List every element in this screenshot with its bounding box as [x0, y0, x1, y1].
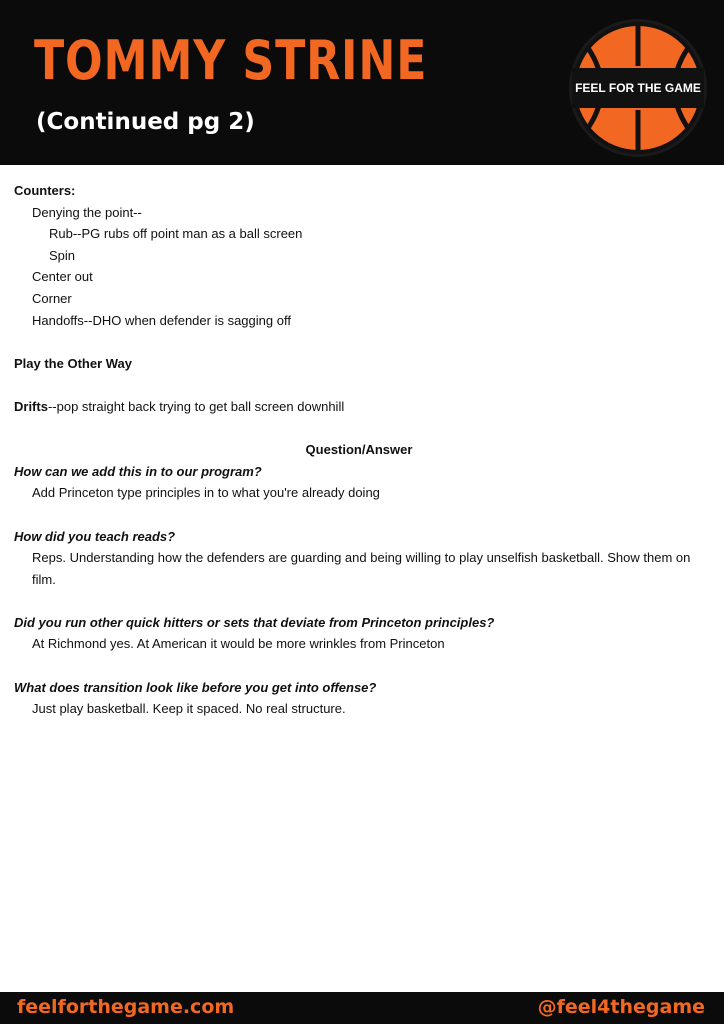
note-denying: Denying the point-- [32, 204, 142, 220]
qa-question: What does transition look like before you get into offense? [14, 679, 377, 695]
social-handle-link[interactable]: @feel4thegame [537, 996, 705, 1018]
header-banner [0, 0, 724, 165]
counters-heading: Counters: [14, 183, 76, 198]
note-corner: Corner [32, 290, 72, 306]
qa-answer: At Richmond yes. At American it would be more wrinkles from Princeton [32, 636, 445, 652]
qa-question: Did you run other quick hitters or sets that deviate from Princeton principles? [14, 614, 495, 630]
play-other-way-heading: Play the Other Way [14, 355, 132, 371]
qa-answer: Just play basketball. Keep it spaced. No real structure. [32, 701, 346, 717]
qa-answer: Add Princeton type principles in to what you're already doing [32, 485, 380, 501]
note-center-out: Center out [32, 269, 93, 285]
qa-heading: Question/Answer [305, 442, 413, 458]
qa-question: How can we add this in to our program? [14, 463, 262, 479]
drifts-text: --pop straight back trying to get ball screen downhill [47, 398, 345, 414]
website-link[interactable]: feelforthegame.com [17, 996, 235, 1018]
note-spin: Spin [49, 247, 76, 263]
logo [567, 18, 709, 158]
qa-question: How did you teach reads? [14, 528, 176, 544]
note-handoffs: Handoffs--DHO when defender is sagging off [32, 312, 291, 328]
page-title: TOMMY STRINE [34, 29, 428, 92]
drifts-label: Drifts [14, 398, 48, 414]
page-subtitle: (Continued pg 2) [36, 109, 255, 135]
note-rub: Rub--PG rubs off point man as a ball screen [49, 226, 303, 242]
qa-answer: Reps. Understanding how the defenders are guarding and being willing to play unselfish basketball. Show them on film. [32, 550, 691, 587]
note-drifts [14, 396, 704, 418]
logo-text: FEEL FOR THE GAME [575, 81, 701, 95]
notes-content [14, 180, 704, 720]
footer-bar [0, 992, 724, 1024]
